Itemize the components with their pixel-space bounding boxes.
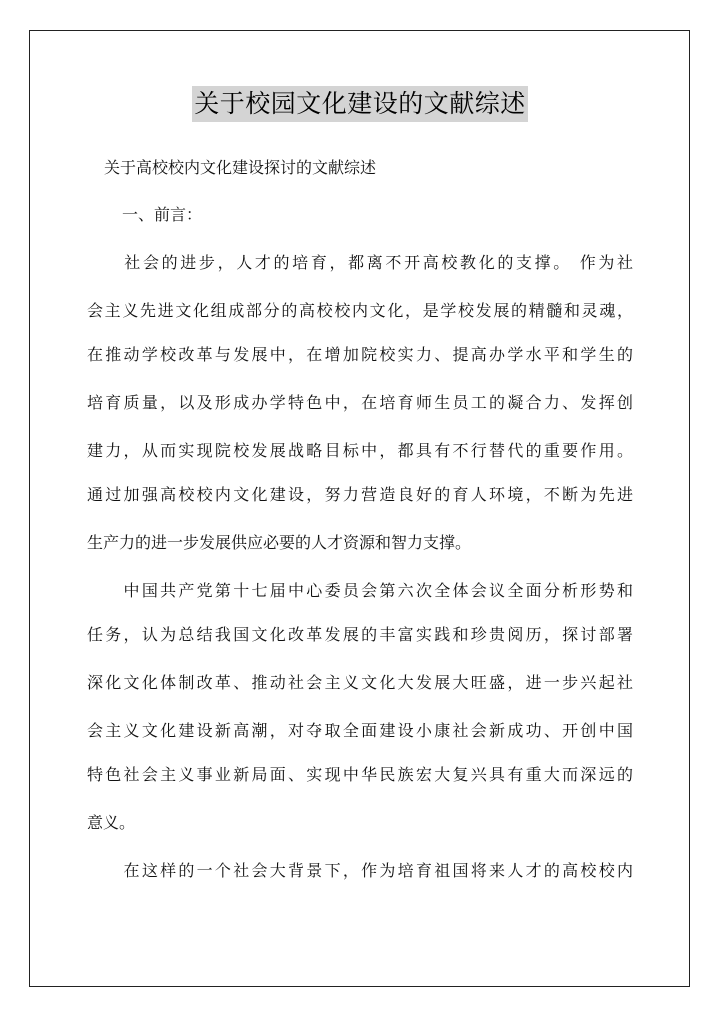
body-line: 任务，认为总结我国文化改革发展的丰富实践和珍贵阅历，探讨部署	[87, 625, 633, 644]
body-line: 生产力的进一步发展供应必要的人才资源和智力支撑。	[87, 533, 472, 552]
body-line: 会主义文化建设新高潮，对夺取全面建设小康社会新成功、开创中国	[87, 721, 633, 740]
body-line: 意义。	[87, 813, 136, 832]
body-line: 深化文化体制改革、推动社会主义文化大发展大旺盛，进一步兴起社	[87, 673, 633, 692]
body-line: 培育质量，以及形成办学特色中，在培育师生员工的凝合力、发挥创	[87, 393, 633, 412]
section-heading: 一、前言：	[122, 205, 203, 224]
body-line: 建力，从而实现院校发展战略目标中，都具有不行替代的重要作用。	[87, 441, 633, 460]
body-line: 会主义先进文化组成部分的高校校内文化，是学校发展的精髓和灵魂，	[87, 301, 633, 320]
document-subtitle: 关于高校校内文化建设探讨的文献综述	[104, 158, 377, 177]
document-title: 关于校园文化建设的文献综述	[192, 86, 528, 122]
title-container	[0, 86, 720, 122]
body-line: 中国共产党第十七届中心委员会第六次全体会议全面分析形势和	[87, 581, 633, 600]
body-line: 通过加强高校校内文化建设，努力营造良好的育人环境，不断为先进	[87, 485, 633, 504]
body-line: 社会的进步，人才的培育，都离不开高校教化的支撑。 作为社	[87, 253, 633, 272]
body-line: 在这样的一个社会大背景下，作为培育祖国将来人才的高校校内	[87, 861, 633, 880]
body-line: 特色社会主义事业新局面、实现中华民族宏大复兴具有重大而深远的	[87, 765, 633, 784]
body-line: 在推动学校改革与发展中，在增加院校实力、提高办学水平和学生的	[87, 345, 633, 364]
